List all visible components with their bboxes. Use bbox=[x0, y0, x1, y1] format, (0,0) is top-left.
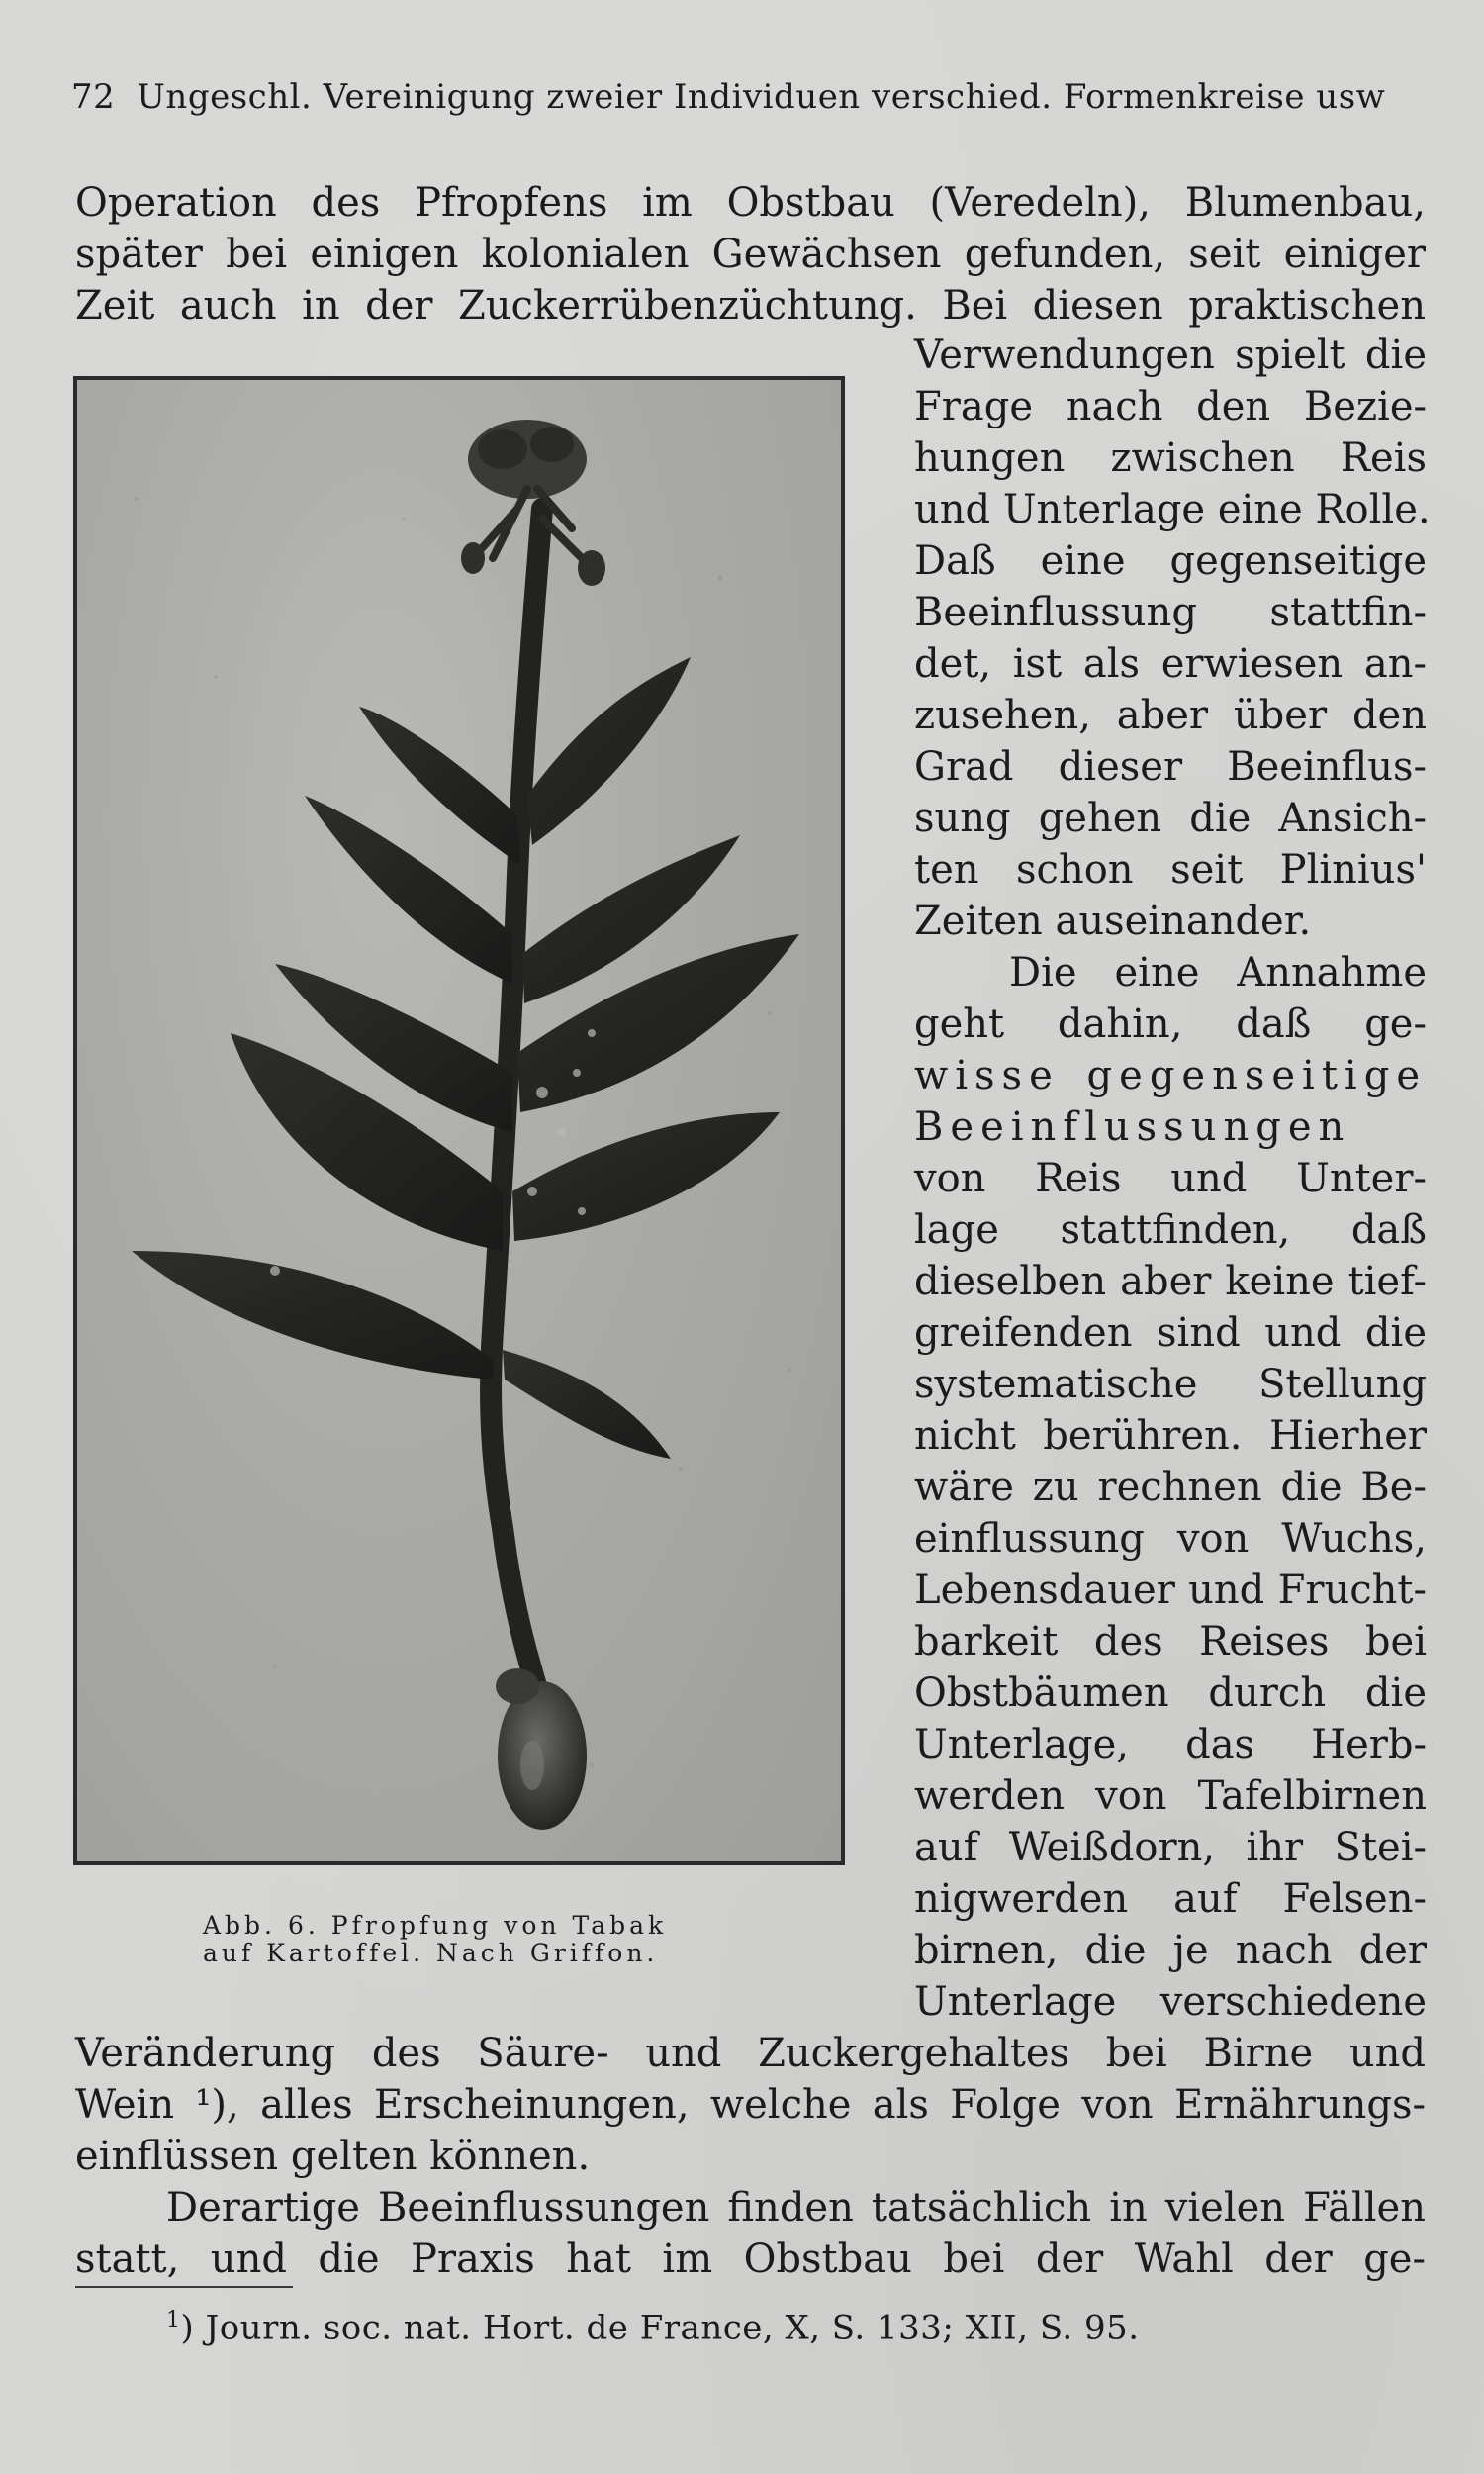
text-line: lage stattfinden, daß bbox=[914, 1207, 1427, 1253]
text-line: nigwerden auf Felsen- bbox=[914, 1876, 1427, 1922]
footnote-rule bbox=[75, 2286, 293, 2288]
text-line: einflussung von Wuchs, bbox=[914, 1516, 1427, 1562]
text-line: greifenden sind und die bbox=[914, 1310, 1427, 1356]
text-line: auf Weißdorn, ihr Stei- bbox=[914, 1825, 1427, 1870]
text-line: werden von Tafelbirnen bbox=[914, 1773, 1427, 1819]
text-line: Operation des Pfropfens im Obstbau (Veredeln), Blumenbau, bbox=[75, 180, 1426, 226]
text-line: Obstbäumen durch die bbox=[914, 1670, 1427, 1716]
text-line: Wein ¹), alles Erscheinungen, welche als Folge von Ernährungs- bbox=[75, 2082, 1426, 2128]
text-line: und Unterlage eine Rolle. bbox=[914, 487, 1431, 532]
text-line: Grad dieser Beeinflus- bbox=[914, 744, 1427, 790]
text-line: Lebensdauer und Frucht- bbox=[914, 1568, 1427, 1613]
text-line: barkeit des Reises bei bbox=[914, 1619, 1427, 1665]
text-line: det, ist als erwiesen an- bbox=[914, 641, 1427, 687]
text-line: sung gehen die Ansich- bbox=[914, 796, 1427, 841]
leaves bbox=[132, 657, 799, 1459]
text-line: Die eine Annahme bbox=[1009, 950, 1427, 996]
text-line: später bei einigen kolonialen Gewächsen gefunden, seit einiger bbox=[75, 232, 1426, 277]
text-line: Beeinflussung stattfin- bbox=[914, 590, 1427, 635]
footnote bbox=[166, 2308, 1140, 2347]
text-line: statt, und die Praxis hat im Obstbau bei der Wahl der ge- bbox=[75, 2236, 1426, 2282]
text-line: von Reis und Unter- bbox=[914, 1156, 1427, 1201]
figure-caption-line1: Abb. 6. Pfropfung von Tabak bbox=[203, 1911, 668, 1940]
page-number: 72 bbox=[71, 77, 116, 117]
text-line: Unterlage verschiedene bbox=[914, 1979, 1427, 2025]
text-line: Verwendungen spielt die bbox=[914, 333, 1427, 378]
text-line: ten schon seit Plinius' bbox=[914, 847, 1427, 893]
running-title: Ungeschl. Vereinigung zweier Individuen verschied. Formenkreise usw bbox=[137, 77, 1386, 117]
text-line: wisse gegenseitige bbox=[914, 1053, 1427, 1098]
text-line: wäre zu rechnen die Be- bbox=[914, 1465, 1427, 1510]
text-line: Unterlage, das Herb- bbox=[914, 1722, 1427, 1767]
text-line: Derartige Beeinflussungen finden tatsächlich in vielen Fällen bbox=[166, 2185, 1426, 2231]
text-line: systematische Stellung bbox=[914, 1362, 1427, 1407]
text-line: Beeinflussungen bbox=[914, 1104, 1351, 1150]
text-line: dieselben aber keine tief- bbox=[914, 1259, 1427, 1304]
potato-tuber bbox=[496, 1668, 587, 1830]
text-line: hungen zwischen Reis bbox=[914, 435, 1427, 481]
text-line: nicht berühren. Hierher bbox=[914, 1413, 1427, 1459]
text-line: einflüssen gelten können. bbox=[75, 2134, 591, 2179]
text-line: Zeiten auseinander. bbox=[914, 899, 1312, 944]
grafted-plant-illustration bbox=[77, 380, 841, 1861]
figure-caption-line2: auf Kartoffel. Nach Griffon. bbox=[203, 1939, 659, 1967]
text-line: Zeit auch in der Zuckerrübenzüchtung. Bei diesen praktischen bbox=[75, 283, 1426, 329]
figure-plant-photo bbox=[73, 376, 845, 1865]
running-head bbox=[71, 77, 1427, 117]
footnote-marker: 1 bbox=[166, 2308, 181, 2332]
text-line: Daß eine gegenseitige bbox=[914, 538, 1427, 584]
text-line: birnen, die je nach der bbox=[914, 1928, 1427, 1973]
text-line: zusehen, aber über den bbox=[914, 693, 1427, 738]
footnote-text: ) Journ. soc. nat. Hort. de France, X, S. 133; XII, S. 95. bbox=[180, 2308, 1140, 2348]
text-line: geht dahin, daß ge- bbox=[914, 1001, 1427, 1047]
text-line: Veränderung des Säure- und Zuckergehaltes bei Birne und bbox=[75, 2031, 1426, 2076]
text-line: Frage nach den Bezie- bbox=[914, 384, 1427, 429]
